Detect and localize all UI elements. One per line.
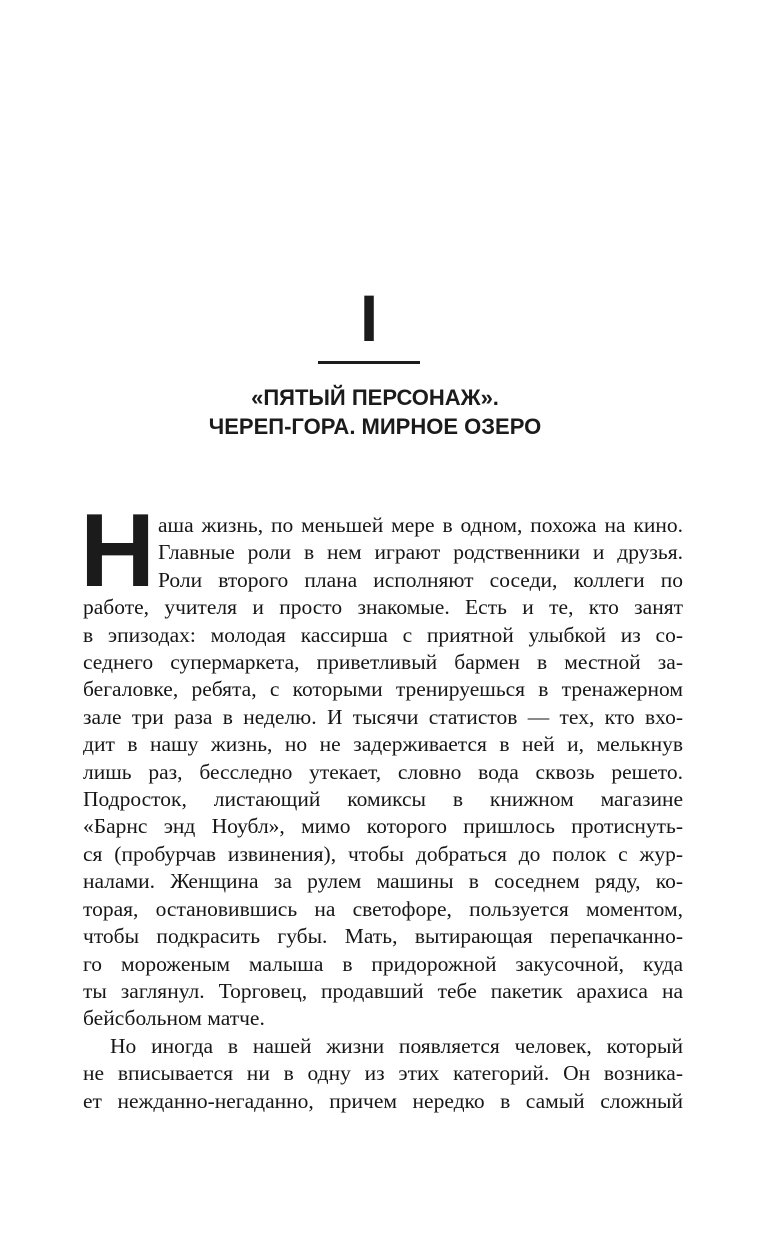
text-line: «Барнс энд Ноубл», мимо которого пришлось протиснуть- [83,814,683,839]
text-line: торая, остановившись на светофоре, пользуется моментом, [83,896,683,921]
text-line: Но иногда в нашей жизни появляется человек, который [110,1033,683,1058]
text-line: не вписывается ни в одну из этих категорий. Он возника- [83,1061,683,1086]
text-line: Главные роли в нем играют родственники и друзья. [158,540,683,565]
chapter-divider-rule [318,361,420,364]
text-line: ет нежданно-негаданно, причем нередко в самый сложный [83,1088,683,1113]
chapter-title [0,384,750,441]
text-line: дит в нашу жизнь, но не задерживается в ней и, мелькнув [83,732,683,757]
text-line: лишь раз, бесследно утекает, словно вода сквозь решето. [83,759,683,784]
text-line: чтобы подкрасить губы. Мать, вытирающая перепачканно- [83,924,683,949]
chapter-title-line-1: «ПЯТЫЙ ПЕРСОНАЖ». [251,385,499,410]
chapter-number: I [359,281,379,355]
text-line: Роли второго плана исполняют соседи, коллеги по [158,567,683,592]
text-line: ся (пробурчав извинения), чтобы добраться до полок с жур- [83,841,683,866]
text-line: ты заглянул. Торговец, продавший тебе пакетик арахиса на [83,978,683,1003]
text-line: Подросток, листающий комиксы в книжном магазине [83,787,683,812]
text-line: работе, учителя и просто знакомые. Есть и те, кто занят [83,595,683,620]
text-line: седнего супермаркета, приветливый бармен в местной за- [83,650,683,675]
text-line: налами. Женщина за рулем машины в соседнем ряду, ко- [83,869,683,894]
chapter-title-line-2: ЧЕРЕП-ГОРА. МИРНОЕ ОЗЕРО [208,413,542,439]
text-line: в эпизодах: молодая кассирша с приятной улыбкой из со- [83,622,683,647]
drop-cap-letter: Н [80,493,156,609]
body-text [83,512,683,1115]
text-line: бейсбольном матче. [83,1006,265,1031]
text-line: го мороженым малыша в придорожной закусочной, куда [83,951,683,976]
text-line: зале три раза в неделю. И тысячи статистов — тех, кто вхо- [83,704,683,729]
text-line: аша жизнь, по меньшей мере в одном, похожа на кино. [158,513,683,537]
text-line: бегаловке, ребята, с которыми тренируешься в тренажерном [83,677,683,702]
